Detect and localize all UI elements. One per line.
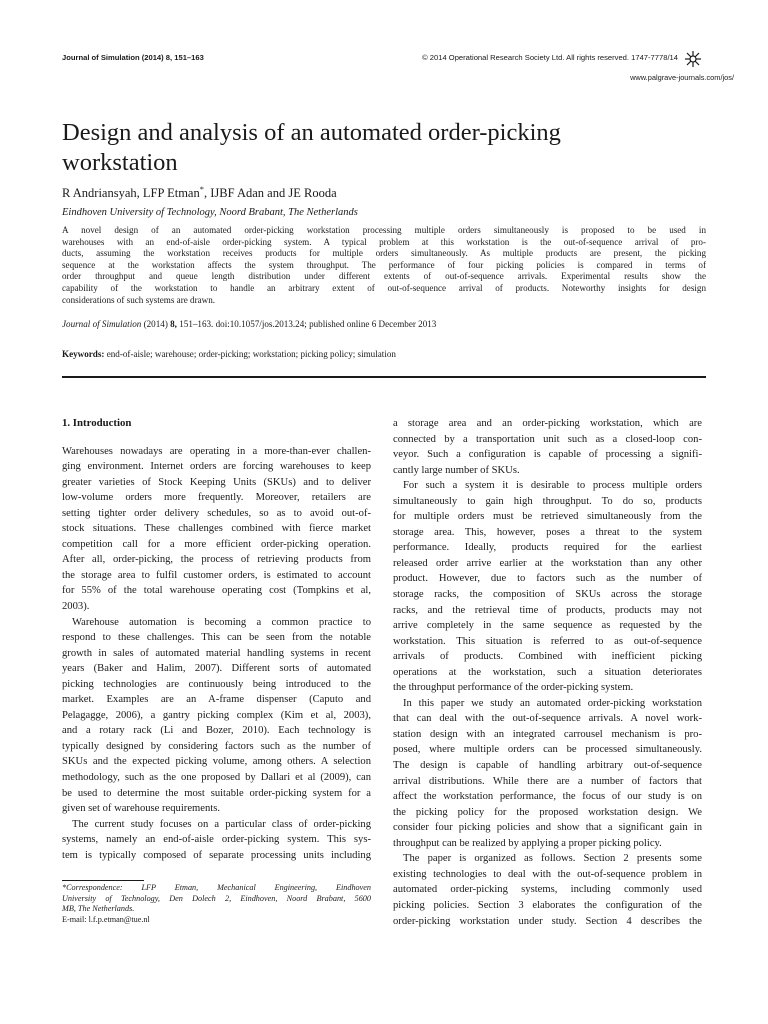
- text-line: *Correspondence: LFP Etman, Mechanical Engineering, Eindhoven: [62, 883, 371, 892]
- text-line: arrive completely in the same sequence as requested by the: [393, 620, 702, 632]
- text-line: that can deal with the out-of-sequence arrivals. A novel work-: [393, 713, 702, 725]
- citation-journal: Journal of Simulation: [62, 319, 142, 329]
- text-line: 2003).: [62, 601, 90, 613]
- text-line: growth in sales of automated material handling systems in recent: [62, 647, 371, 659]
- text-line: station design with an integrated carrousel mechanism is pro-: [393, 728, 702, 740]
- text-line: arrivals of products. Combined with inefficient picking: [393, 651, 702, 663]
- text-line: University of Technology, Den Dolech 2, Eindhoven, Noord Brabant, 5600: [62, 893, 371, 903]
- correspondence-marker: *: [199, 184, 204, 194]
- footnote-text: [62, 883, 371, 915]
- text-line: cantly large number of SKUs.: [393, 464, 520, 476]
- text-line: SKUs and the expected picking volume, among others. A selection: [62, 756, 371, 768]
- footnote-divider: [62, 880, 144, 881]
- text-line: the storage area to fulfil customer orders, is estimated to account: [62, 569, 371, 581]
- text-line: low-volume orders more frequently. Moreover, retailers are: [62, 492, 371, 504]
- text-line: stock situations. These challenges combined with fierce market: [62, 523, 371, 535]
- text-line: existing technologies to deal with the out-of-sequence problem in: [393, 868, 702, 880]
- citation-volume: 8,: [170, 319, 177, 329]
- correspondence-email: E-mail: l.f.p.etman@tue.nl: [62, 914, 150, 924]
- affiliation: Eindhoven University of Technology, Noord Brabant, The Netherlands: [62, 207, 358, 218]
- text-line: MB, The Netherlands.: [62, 904, 135, 914]
- text-line: storage racks, the composition of SKUs across the storage: [393, 589, 702, 601]
- citation-details: 151–163. doi:10.1057/jos.2013.24; published online 6 December 2013: [176, 319, 437, 329]
- authors-text: R Andriansyah, LFP Etman: [62, 186, 200, 201]
- text-line: given set of warehouse requirements.: [62, 803, 220, 815]
- abstract-line: warehouses with an end-of-aisle order-picking system. A typical problem at this workstation is the out-of-sequence arrival of pro-: [62, 236, 706, 247]
- text-line: operations at the workstation, such a situation deteriorates: [393, 666, 702, 678]
- text-line: tem is typically composed of separate processing units including: [62, 849, 371, 861]
- journal-reference: Journal of Simulation (2014) 8, 151–163: [62, 53, 204, 62]
- text-line: veyor. Such a configuration is capable of processing a signifi-: [393, 449, 702, 461]
- abstract-line: considerations of such systems are drawn.: [62, 294, 216, 305]
- text-line: Warehouses nowadays are operating in a more-than-ever challen-: [62, 445, 371, 457]
- correspondence-footnote: [62, 883, 371, 925]
- keywords-label: Keywords:: [62, 349, 105, 359]
- text-line: the picking policy for the proposed workstation design. We: [393, 806, 702, 818]
- body-text: [62, 444, 371, 864]
- text-line: arrival distributions. While there are a number of factors that: [393, 775, 702, 787]
- text-line: product. However, due to factors such as the number of: [393, 573, 702, 585]
- text-line: market. Examples are an A-frame dispenser (Caputo and: [62, 694, 371, 706]
- title-line: Design and analysis of an automated order-picking: [62, 119, 561, 146]
- text-line: for 55% of the total warehouse operating cost (Tompkins et al,: [62, 585, 371, 597]
- text-line: workstation. This situation is referred to as out-of-sequence: [393, 635, 702, 647]
- section-heading: 1. Introduction: [62, 417, 132, 429]
- text-line: be used to determine the most suitable order-picking system for a: [62, 787, 371, 799]
- text-line: automated order-picking systems, including commonly used: [393, 884, 702, 896]
- text-line: After all, order-picking, the process of retrieving products from: [62, 554, 371, 566]
- text-line: The design is capable of handling arbitrary out-of-sequence: [393, 760, 702, 772]
- abstract: [62, 225, 706, 306]
- text-line: systems, namely an end-of-aisle order-picking system. This sys-: [62, 834, 371, 846]
- text-line: picking policies. Section 3 elaborates the configuration of the: [393, 899, 702, 911]
- text-line: The paper is organized as follows. Section 2 presents some: [403, 853, 702, 865]
- text-line: years (Baker and Halim, 2007). Different sorts of automated: [62, 663, 371, 675]
- copyright-notice: © 2014 Operational Research Society Ltd. All rights reserved. 1747-7778/14: [422, 53, 678, 62]
- journal-url: www.palgrave-journals.com/jos/: [630, 73, 734, 82]
- citation-year: (2014): [141, 319, 171, 329]
- keywords: [62, 349, 396, 359]
- text-line: consider four picking policies and show that a significant gain in: [393, 822, 702, 834]
- authors-text: , IJBF Adan and JE Rooda: [203, 186, 337, 201]
- title-line: workstation: [62, 149, 178, 176]
- abstract-line: order throughput and queue length distribution under different extents of out-of-sequence arrivals. Experimental results show the: [62, 271, 706, 282]
- text-line: affect the workstation performance, the focus of our study is on: [393, 791, 702, 803]
- text-line: ging environment. Internet orders are forcing warehouses to keep: [62, 461, 371, 473]
- text-line: greater varieties of Stock Keeping Units (SKUs) and to deliver: [62, 476, 371, 488]
- body-text: [393, 416, 702, 929]
- text-line: posed, where multiple orders can be processed simultaneously.: [393, 744, 702, 756]
- text-line: typically designed by considering factors such as the number of: [62, 740, 371, 752]
- text-line: and a rotary rack (Li and Bozer, 2010). Each technology is: [62, 725, 371, 737]
- publisher-logo-icon: [684, 50, 702, 68]
- text-line: performance. Ideally, products required for the earliest: [393, 542, 702, 554]
- text-line: racks, and the retrieval time of products, products may not: [393, 604, 702, 616]
- citation: [62, 319, 436, 329]
- text-line: In this paper we study an automated order-picking workstation: [403, 697, 702, 709]
- text-line: The current study focuses on a particular class of order-picking: [72, 818, 371, 830]
- text-line: throughput can be realized by applying a proper picking policy.: [393, 837, 662, 849]
- author-list: [62, 184, 337, 201]
- text-line: competition call for a more efficient order-picking operation.: [62, 538, 371, 550]
- abstract-line: A novel design of an automated order-picking workstation processing multiple orders simultaneously is proposed to be used in: [62, 225, 706, 235]
- text-line: a storage area and an order-picking workstation, which are: [393, 418, 702, 429]
- abstract-line: ducts, assuming the workstation receives products for multiple orders simultaneously. As multiple products are present, the picking: [62, 248, 706, 259]
- text-line: storage area. This, however, poses a threat to the system: [393, 526, 702, 538]
- text-line: order-picking workstation under study. Section 4 describes the: [393, 915, 702, 927]
- text-line: Warehouse automation is becoming a common practice to: [72, 616, 371, 628]
- text-line: For such a system it is desirable to process multiple orders: [403, 480, 702, 492]
- section-divider: [62, 376, 706, 378]
- text-line: methodology, such as the one proposed by Dallari et al (2009), can: [62, 772, 371, 784]
- left-column: [62, 416, 371, 863]
- abstract-line: capability of the workstation to handle an arbitrary extent of out-of-sequence arrival of products. Noteworthy insights for design: [62, 282, 706, 293]
- text-line: for multiple orders must be retrieved simultaneously from the: [393, 511, 702, 523]
- text-line: simultaneously to gain high throughput. To do so, products: [393, 495, 702, 507]
- text-line: setting tighter order delivery schedules, so as to avoid out-of-: [62, 507, 371, 519]
- text-line: respond to these challenges. This can be seen from the notable: [62, 632, 371, 644]
- text-line: the throughput performance of the order-picking system.: [393, 682, 634, 694]
- text-line: connected by a transportation unit such as a closed-loop con-: [393, 433, 702, 445]
- keywords-list: end-of-aisle; warehouse; order-picking; workstation; picking policy; simulation: [104, 349, 396, 359]
- text-line: picking technologies are continuously being introduced to the: [62, 678, 371, 690]
- text-line: Pelagagge, 2006), a gantry picking complex (Kim et al, 2003),: [62, 709, 371, 721]
- running-header: [62, 52, 706, 66]
- right-column: [393, 416, 702, 929]
- article-title: [62, 118, 662, 178]
- text-line: released order arrive earlier at the workstation than any other: [393, 557, 702, 569]
- abstract-line: sequence at the workstation affects the system throughput. The performance of four picking policies is compared in terms of: [62, 259, 706, 270]
